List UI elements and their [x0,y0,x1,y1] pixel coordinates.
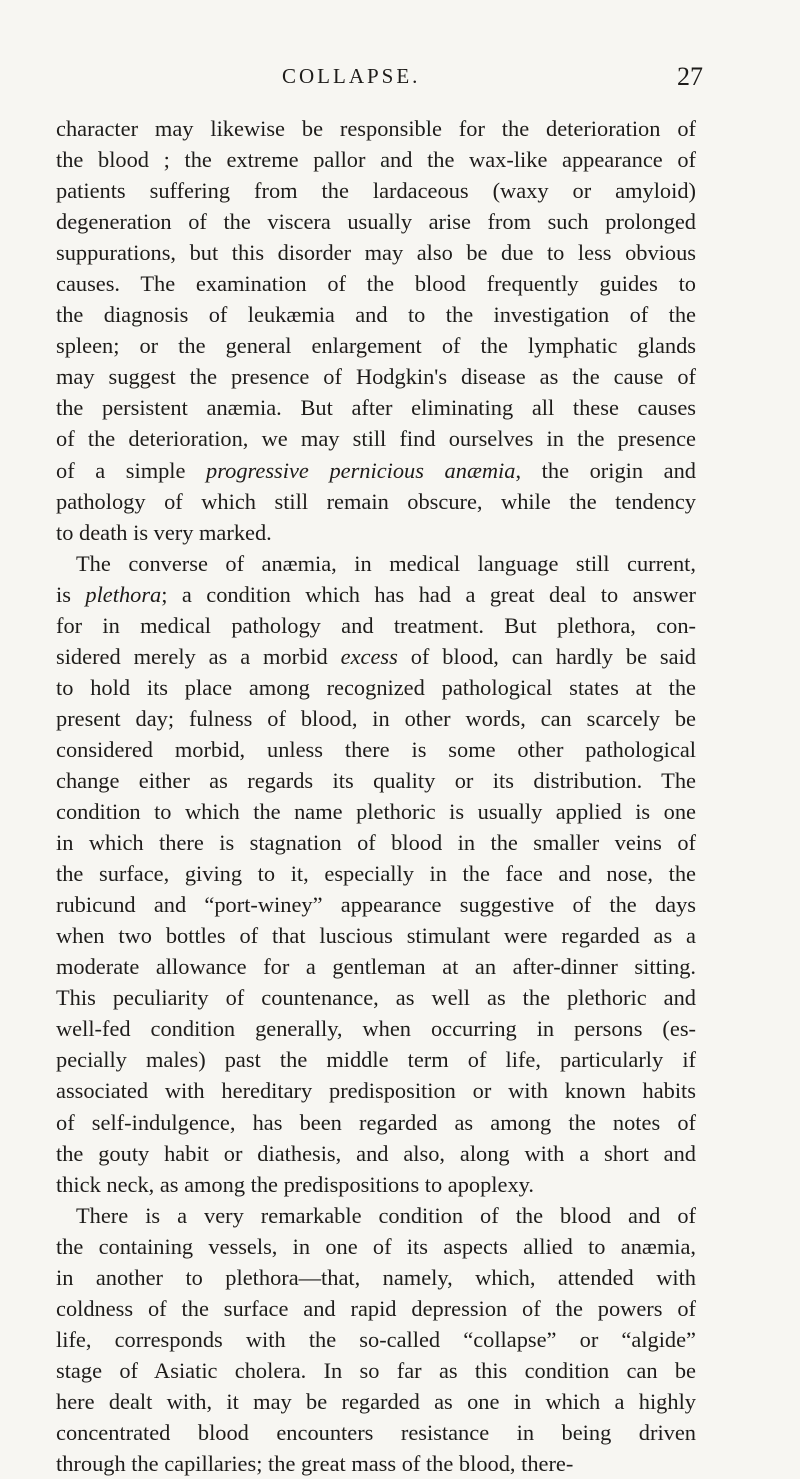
text-segment: character may likewise be responsible for the deterioration of [56,116,696,141]
text-segment: to hold its place among recognized pathological states at the [56,674,696,700]
text-line [56,113,696,144]
text-segment: There is a very remarkable condition of the blood and of [76,1202,696,1228]
text-segment: for in medical pathology and treatment. But plethora, con- [56,612,696,638]
page-header [0,62,800,96]
page-number: 27 [677,62,703,91]
text-segment: suppurations, but this disorder may also be due to less obvious [56,240,696,266]
text-line [56,858,696,889]
text-line [56,641,696,672]
text-line [56,796,696,827]
text-line [56,951,696,982]
text-segment: through the capillaries; the great mass of the blood, there- [56,1451,574,1477]
text-segment: the containing vessels, in one of its aspects allied to anæmia, [56,1233,696,1259]
text-segment: The converse of anæmia, in medical language still current, [76,550,696,576]
body-text [56,113,696,1479]
text-line [56,548,696,579]
text-line [56,982,696,1013]
text-segment: thick neck, as among the predispositions to apoplexy. [56,1171,534,1197]
text-line [56,1448,696,1479]
text-line [56,268,696,299]
text-segment: pecially males) past the middle term of life, particularly if [56,1047,696,1073]
text-segment: is [56,581,86,607]
text-line [56,1200,696,1231]
text-line [56,1107,696,1138]
text-segment: moderate allowance for a gentleman at an after-dinner sitting. [56,954,696,980]
text-line [56,206,696,237]
text-segment: change either as regards its quality or its distribution. The [56,767,696,793]
text-segment: when two bottles of that luscious stimulant were regarded as a [56,923,696,949]
text-segment: here dealt with, it may be regarded as one in which a highly [56,1388,696,1414]
text-segment: of a simple [56,457,207,483]
text-line [56,1231,696,1262]
text-line [56,920,696,951]
text-line [56,486,696,517]
text-segment: the blood ; the extreme pallor and the wax-like appearance of [56,147,696,173]
text-line [56,889,696,920]
text-line [56,1013,696,1044]
text-segment: condition to which the name plethoric is usually applied is one [56,799,696,825]
text-segment: the diagnosis of leukæmia and to the investigation of the [56,302,696,328]
text-segment: to death is very marked. [56,519,272,545]
text-segment: in another to plethora—that, namely, which, attended with [56,1264,696,1290]
italic-text: plethora [85,581,162,607]
text-line [56,1075,696,1106]
text-line [56,1386,696,1417]
text-segment: of self-indulgence, has been regarded as among the notes of [56,1109,696,1135]
text-line [56,1138,696,1169]
text-line [56,144,696,175]
text-segment: patients suffering from the lardaceous (waxy or amyloid) [56,178,696,204]
text-line [56,1293,696,1324]
text-segment: rubicund and “port-winey” appearance suggestive of the days [56,892,696,918]
text-segment: stage of Asiatic cholera. In so far as this condition can be [56,1357,696,1383]
text-line [56,237,696,268]
text-line [56,175,696,206]
text-line [56,579,696,610]
text-segment: degeneration of the viscera usually arise from such prolonged [56,209,696,235]
text-line [56,672,696,703]
text-line [56,299,696,330]
text-segment: the gouty habit or diathesis, and also, along with a short and [56,1140,696,1166]
text-segment: concentrated blood encounters resistance in being driven [56,1419,696,1445]
text-segment: in which there is stagnation of blood in the smaller veins of [56,830,696,856]
italic-text: excess [340,643,398,669]
text-line [56,517,696,548]
text-line [56,455,696,486]
text-line [56,361,696,392]
text-segment: may suggest the presence of Hodgkin's disease as the cause of [56,364,696,390]
text-line [56,392,696,423]
text-segment: considered morbid, unless there is some other pathological [56,736,696,762]
text-segment: of blood, can hardly be said [397,643,696,669]
text-line [56,1324,696,1355]
text-segment: , the origin and [515,457,696,483]
text-segment: present day; fulness of blood, in other words, can scarcely be [56,705,696,731]
text-line [56,1044,696,1075]
text-line [56,1169,696,1200]
text-segment: spleen; or the general enlargement of the lymphatic glands [56,333,696,359]
text-line [56,1262,696,1293]
text-line [56,734,696,765]
text-line [56,610,696,641]
text-line [56,827,696,858]
text-segment: well-fed condition generally, when occurring in persons (es- [56,1016,696,1042]
italic-text: progressive pernicious anæmia [206,457,516,483]
text-line [56,423,696,454]
text-line [56,765,696,796]
text-line [56,330,696,361]
text-segment: This peculiarity of countenance, as well as the plethoric and [56,985,696,1011]
text-segment: life, corresponds with the so-called “collapse” or “algide” [56,1326,696,1352]
text-line [56,703,696,734]
text-segment: sidered merely as a morbid [56,643,341,669]
text-segment: associated with hereditary predisposition or with known habits [56,1078,696,1104]
text-segment: coldness of the surface and rapid depression of the powers of [56,1295,696,1321]
text-segment: the persistent anæmia. But after eliminating all these causes [56,395,696,421]
text-segment: causes. The examination of the blood frequently guides to [56,271,696,297]
running-head: COLLAPSE. [282,64,421,88]
text-line [56,1417,696,1448]
text-segment: of the deterioration, we may still find ourselves in the presence [56,426,696,452]
text-line [56,1355,696,1386]
text-segment: pathology of which still remain obscure, while the tendency [56,488,696,514]
text-segment: the surface, giving to it, especially in the face and nose, the [56,861,696,887]
text-segment: ; a condition which has had a great deal to answer [161,581,696,607]
